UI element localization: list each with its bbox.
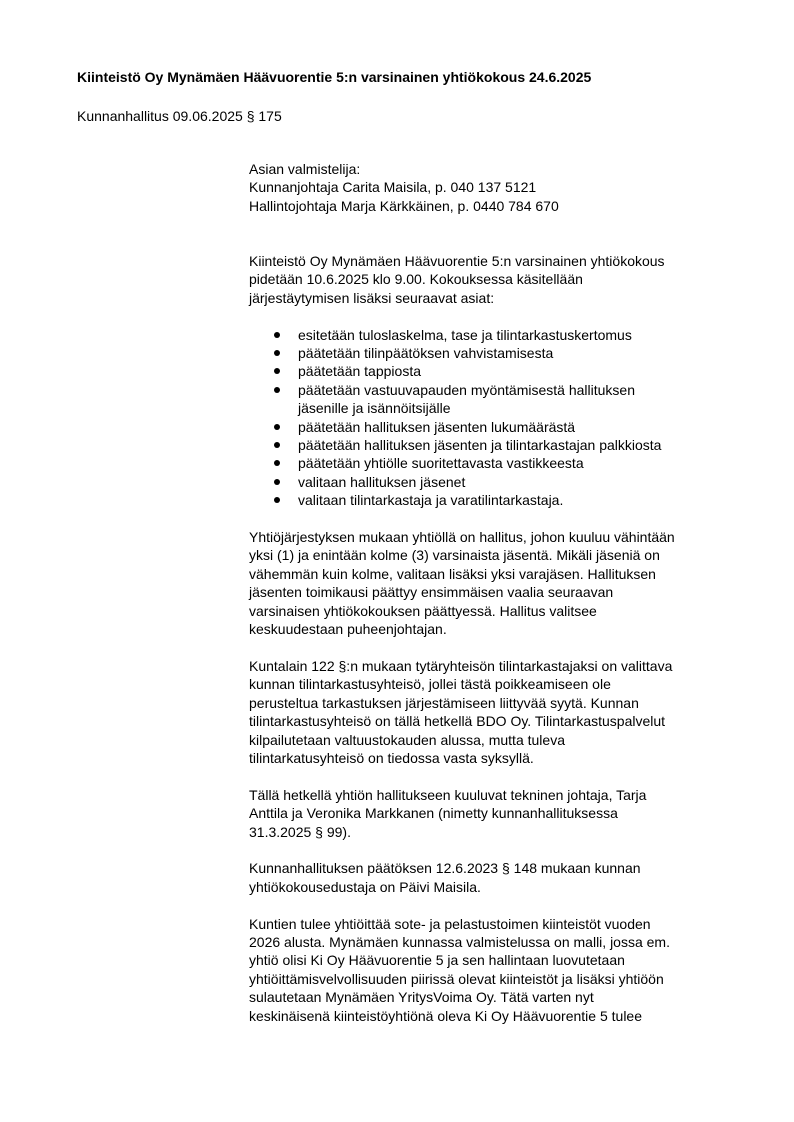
text-line: Anttila ja Veronika Markkanen (nimetty kunnanhallituksessa — [249, 805, 618, 822]
text-line: vähemmän kuin kolme, valitaan lisäksi yksi varajäsen. Hallituksen — [249, 565, 656, 582]
bullet-icon — [274, 479, 280, 485]
bullet-icon — [274, 442, 280, 448]
text-line: pidetään 10.6.2025 klo 9.00. Kokouksessa käsitellään — [249, 271, 583, 288]
text-line: tilintarkatusyhteisö on tiedossa vasta syksyllä. — [249, 749, 534, 766]
text-line: sulautetaan Mynämäen YritysVoima Oy. Tätä varten nyt — [249, 989, 594, 1006]
agenda-item: päätetään tilinpäätöksen vahvistamisesta — [249, 344, 749, 362]
agenda-item: valitaan tilintarkastaja ja varatilintarkastaja. — [249, 491, 749, 509]
meeting-reference: Kunnanhallitus 09.06.2025 § 175 — [77, 108, 282, 124]
bullet-icon — [274, 497, 280, 503]
agenda-item: päätetään vastuuvapauden myöntämisestä hallituksen jäsenille ja isännöitsijälle — [249, 381, 749, 418]
paragraph — [249, 859, 749, 896]
agenda-item: päätetään hallituksen jäsenten ja tilintarkastajan palkkiosta — [249, 436, 749, 454]
paragraph — [249, 657, 749, 767]
paragraph — [249, 528, 749, 638]
document-body — [249, 160, 749, 1025]
text-line: yhtiöittämisvelvollisuuden piirissä olevat kiinteistöt ja lisäksi yhtiöön — [249, 970, 664, 987]
text-line: jäsenten toimikausi päättyy ensimmäisen vaalia seuraavan — [249, 584, 614, 601]
text-line: kunnan tilintarkastusyhteisö, jollei tästä poikkeamiseen ole — [249, 676, 611, 693]
text-line: Kiinteistö Oy Mynämäen Häävuorentie 5:n varsinainen yhtiökokous — [249, 253, 665, 269]
text-line: keskinäisenä kiinteistöyhtiönä oleva Ki Oy Häävuorentie 5 tulee — [249, 1007, 643, 1024]
text-line: Kunnanhallituksen päätöksen 12.6.2023 § 148 mukaan kunnan — [249, 860, 641, 877]
text-line: keskuudestaan puheenjohtajan. — [249, 621, 447, 638]
text-line: Kuntien tulee yhtiöittää sote- ja pelastustoimen kiinteistöt vuoden — [249, 915, 651, 932]
agenda-list — [249, 326, 749, 510]
text-line: yhtiö olisi Ki Oy Häävuorentie 5 ja sen hallintaan luovutetaan — [249, 952, 625, 969]
text-line: yksi (1) ja enintään kolme (3) varsinaista jäsentä. Mikäli jäseniä on — [249, 547, 660, 564]
agenda-item: esitetään tuloslaskelma, tase ja tilintarkastuskertomus — [249, 326, 749, 344]
text-line: Kuntalain 122 §:n mukaan tytäryhteisön tilintarkastajaksi on valittava — [249, 657, 673, 674]
bullet-icon — [274, 350, 280, 356]
text-line: 2026 alusta. Mynämäen kunnassa valmistelussa on malli, jossa em. — [249, 933, 670, 950]
intro-paragraph — [249, 252, 749, 307]
agenda-item: päätetään tappiosta — [249, 362, 749, 380]
paragraph — [249, 786, 749, 841]
text-line: tilintarkastusyhteisö on tällä hetkellä BDO Oy. Tilintarkastuspalvelut — [249, 713, 666, 730]
agenda-item: valitaan hallituksen jäsenet — [249, 473, 749, 491]
text-line: varsinaisen yhtiökokouksen päättyessä. Hallitus valitsee — [249, 602, 597, 619]
preparer-line: Hallintojohtaja Marja Kärkkäinen, p. 0440 784 670 — [249, 197, 559, 214]
agenda-item: päätetään yhtiölle suoritettavasta vastikkeesta — [249, 454, 749, 472]
bullet-icon — [274, 387, 280, 393]
text-line: 31.3.2025 § 99). — [249, 823, 351, 840]
bullet-icon — [274, 332, 280, 338]
bullet-icon — [274, 368, 280, 374]
text-line: järjestäytymisen lisäksi seuraavat asiat: — [249, 289, 495, 306]
paragraph — [249, 915, 749, 1025]
preparer-line: Kunnanjohtaja Carita Maisila, p. 040 137 5121 — [249, 179, 537, 196]
text-line: Tällä hetkellä yhtiön hallitukseen kuuluvat tekninen johtaja, Tarja — [249, 786, 647, 803]
preparer-block — [249, 160, 749, 215]
preparer-heading: Asian valmistelija: — [249, 161, 361, 177]
bullet-icon — [274, 460, 280, 466]
bullet-icon — [274, 424, 280, 430]
text-line: Yhtiöjärjestyksen mukaan yhtiöllä on hallitus, johon kuuluu vähintään — [249, 529, 675, 546]
document-title: Kiinteistö Oy Mynämäen Häävuorentie 5:n varsinainen yhtiökokous 24.6.2025 — [77, 69, 592, 85]
text-line: yhtiökokousedustaja on Päivi Maisila. — [249, 878, 481, 895]
text-line: perusteltua tarkastuksen järjestämiseen liittyvää syytä. Kunnan — [249, 694, 639, 711]
agenda-item: päätetään hallituksen jäsenten lukumäärästä — [249, 418, 749, 436]
text-line: kilpailutetaan valtuustokauden alussa, mutta tuleva — [249, 731, 565, 748]
